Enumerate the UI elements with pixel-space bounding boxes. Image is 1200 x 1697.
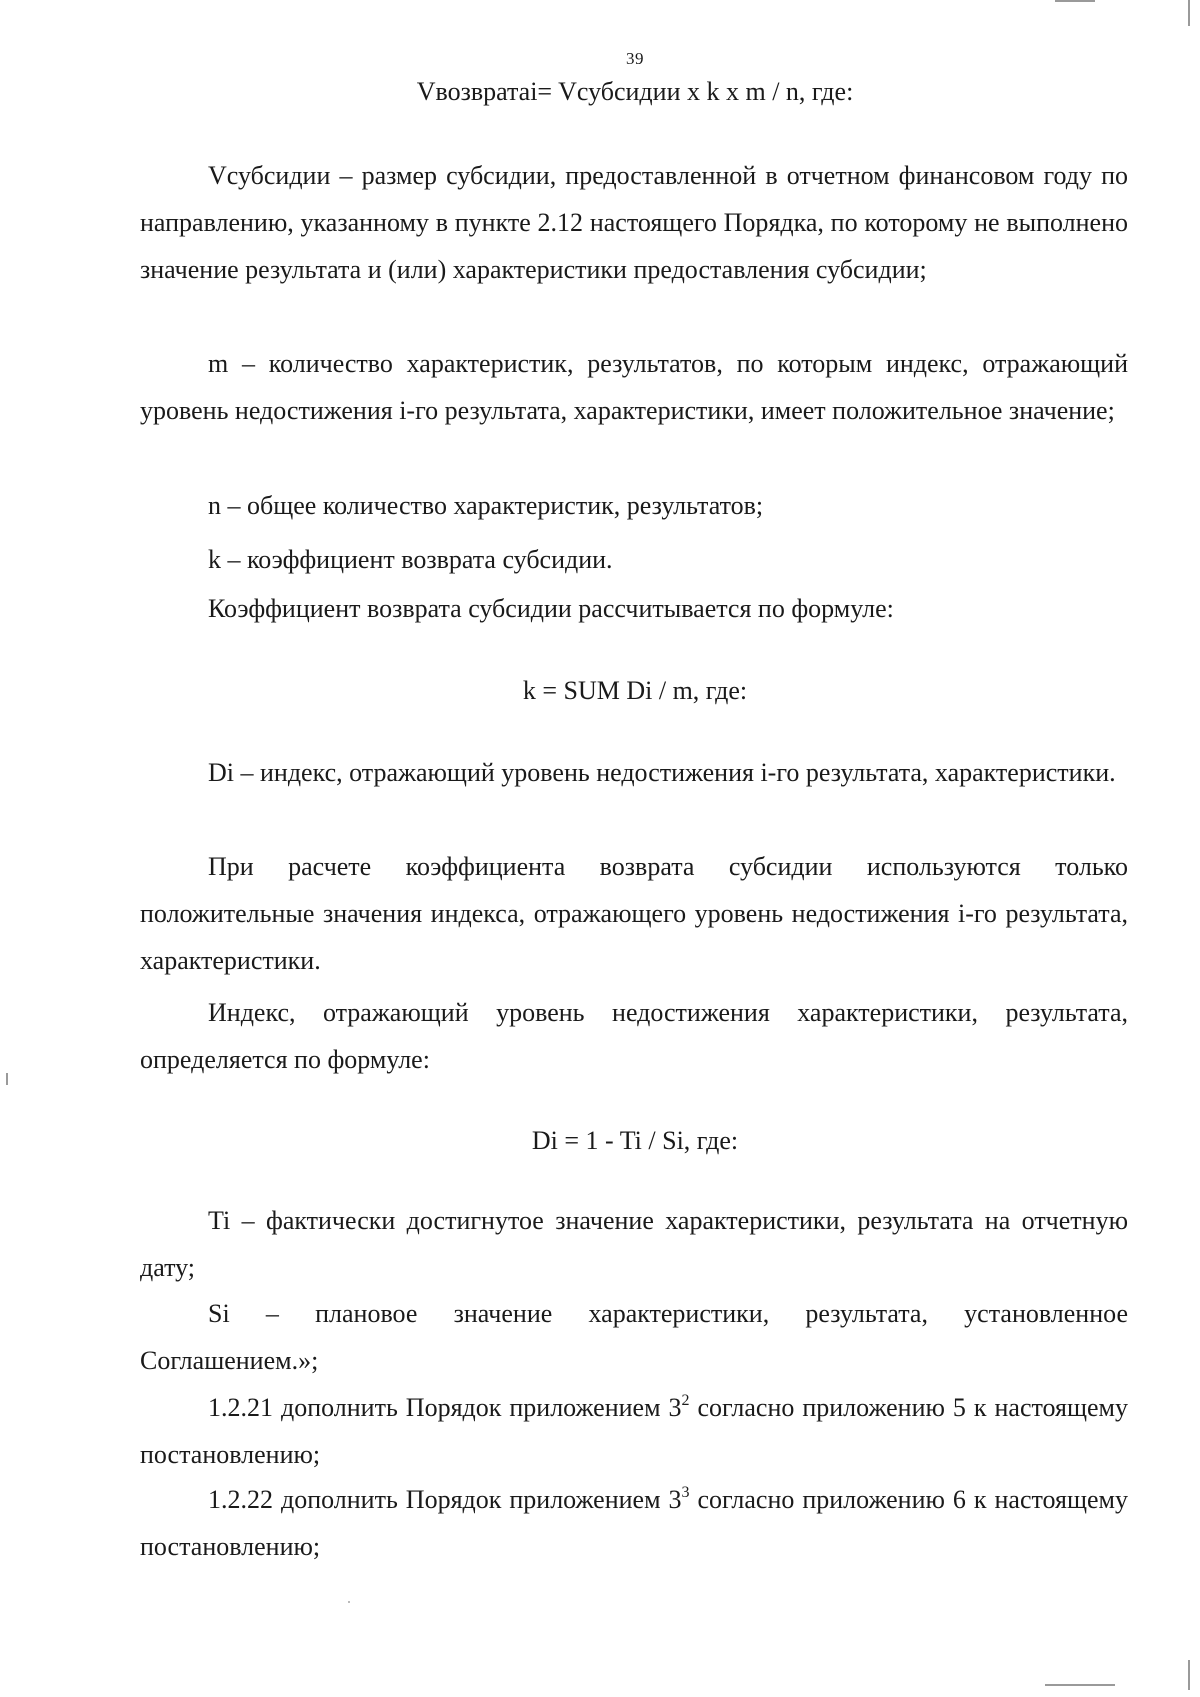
paragraph-k-definition: k – коэффициент возврата субсидии. xyxy=(208,545,613,574)
paragraph-positive-values-only: При расчете коэффициента возврата субсидии используются только положительные значения индекса, отражающего уровень недостижения i-го результата, характеристики. xyxy=(140,852,1128,975)
paragraph-ti-definition: Ti – фактически достигнутое значение характеристики, результата на отчетную дату; xyxy=(140,1206,1128,1282)
item-1-2-21-superscript: 2 xyxy=(681,1392,690,1409)
formula-k: k = SUM Di / m, где: xyxy=(522,676,748,705)
item-1-2-21-text-start: 1.2.21 дополнить Порядок приложением 3 xyxy=(208,1393,682,1422)
item-1-2-22-text-end: согласно приложению 6 к настоящему постановлению; xyxy=(140,1485,1128,1561)
scan-artifact xyxy=(6,1073,8,1085)
paragraph-di-definition: Di – индекс, отражающий уровень недостижения i-го результата, характеристики. xyxy=(208,758,1116,787)
scan-artifact xyxy=(1045,1684,1115,1686)
paragraph-k-formula-intro: Коэффициент возврата субсидии рассчитывается по формуле: xyxy=(208,594,894,623)
scan-artifact xyxy=(1188,1660,1190,1690)
paragraph-index-formula-intro: Индекс, отражающий уровень недостижения характеристики, результата, определяется по формуле: xyxy=(140,998,1128,1074)
paragraph-m-definition: m – количество характеристик, результатов, по которым индекс, отражающий уровень недостижения i-го результата, характеристики, имеет положительное значение; xyxy=(140,349,1128,425)
scan-artifact xyxy=(1055,0,1095,2)
paragraph-item-1-2-22 xyxy=(140,1476,1128,1570)
item-1-2-21-text-end: согласно приложению 5 к настоящему постановлению; xyxy=(140,1393,1128,1469)
paragraph-si-definition: Si – плановое значение характеристики, результата, установленное Соглашением.»; xyxy=(140,1299,1128,1375)
formula-return-amount: Vвозвратаi= Vсубсидии х k х m / n, где: xyxy=(416,77,854,106)
page-number: 39 xyxy=(626,49,644,68)
formula-di: Di = 1 - Ti / Si, где: xyxy=(531,1126,739,1155)
item-1-2-22-superscript: 3 xyxy=(681,1484,690,1501)
paragraph-item-1-2-21 xyxy=(140,1384,1128,1478)
scan-artifact xyxy=(1188,0,1190,26)
paragraph-n-definition: n – общее количество характеристик, результатов; xyxy=(208,491,764,520)
paragraph-v-subsidy-definition: Vсубсидии – размер субсидии, предоставленной в отчетном финансовом году по направлению, указанному в пункте 2.12 настоящего Порядка, по которому не выполнено значение результата и (или) характеристики предоставления субсидии; xyxy=(140,161,1128,284)
scan-artifact xyxy=(348,1601,350,1603)
item-1-2-22-text-start: 1.2.22 дополнить Порядок приложением 3 xyxy=(208,1485,682,1514)
